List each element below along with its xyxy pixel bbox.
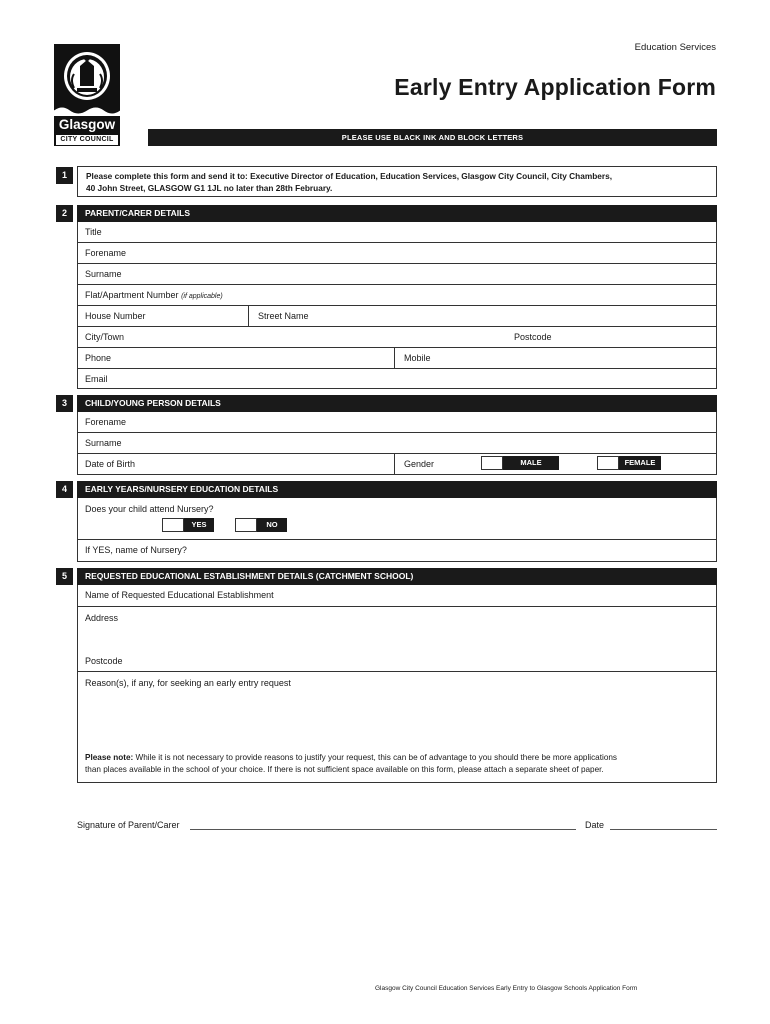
email-field[interactable] — [77, 369, 717, 389]
phone-label: Phone — [85, 353, 112, 363]
parent-surname-label: Surname — [85, 269, 122, 279]
section-5-number: 5 — [56, 568, 73, 585]
council-logo — [54, 44, 120, 146]
date-line[interactable] — [610, 829, 717, 830]
establishment-name-field[interactable] — [77, 585, 717, 607]
instructions-line-1: Please complete this form and send it to: Executive Director of Education, Education Services, Glasgow City Council, City Chambers, — [86, 171, 613, 181]
dob-label: Date of Birth — [85, 459, 136, 469]
logo-city-council: CITY COUNCIL — [56, 135, 118, 145]
child-forename-label: Forename — [85, 417, 127, 427]
street-name-label: Street Name — [258, 311, 309, 321]
signature-label: Signature of Parent/Carer — [77, 820, 180, 830]
female-checkbox[interactable] — [597, 456, 619, 470]
child-surname-label: Surname — [85, 438, 122, 448]
instruction-banner: PLEASE USE BLACK INK AND BLOCK LETTERS — [148, 129, 717, 146]
establishment-postcode-label: Postcode — [85, 656, 123, 666]
please-note — [85, 752, 713, 776]
date-label: Date — [585, 820, 605, 830]
section-4-number: 4 — [56, 481, 73, 498]
house-number-label: House Number — [85, 311, 146, 321]
flat-number-field[interactable] — [77, 285, 717, 306]
establishment-name-label: Name of Requested Educational Establishment — [85, 590, 274, 600]
nursery-name-field[interactable] — [77, 540, 717, 562]
section-2-number: 2 — [56, 205, 73, 222]
yes-checkbox[interactable] — [162, 518, 184, 532]
nursery-question-label: Does your child attend Nursery? — [85, 504, 214, 514]
page-footer: Glasgow City Council Education Services Early Entry to Glasgow Schools Application Form — [375, 985, 638, 992]
instructions-line-2: 40 John Street, GLASGOW G1 1JL no later than 28th February. — [86, 182, 333, 193]
section-2-heading: PARENT/CARER DETAILS — [77, 205, 717, 222]
house-street-divider — [248, 306, 249, 326]
female-label: FEMALE — [619, 456, 661, 470]
section-3-heading: CHILD/YOUNG PERSON DETAILS — [77, 395, 717, 412]
section-1-instructions — [77, 166, 717, 197]
dob-gender-divider — [394, 454, 395, 474]
crest-icon — [58, 48, 116, 104]
child-surname-field[interactable] — [77, 433, 717, 454]
no-checkbox[interactable] — [235, 518, 257, 532]
department-name: Education Services — [634, 42, 716, 53]
parent-forename-label: Forename — [85, 248, 127, 258]
note-line-1: While it is not necessary to provide reasons to justify your request, this can be of advantage to you should there be more applications — [133, 753, 618, 762]
form-title: Early Entry Application Form — [394, 74, 716, 100]
postcode-label: Postcode — [514, 332, 552, 342]
city-postcode-row[interactable] — [77, 327, 717, 348]
signature-line[interactable] — [190, 829, 576, 830]
parent-title-field[interactable] — [77, 222, 717, 243]
reasons-label: Reason(s), if any, for seeking an early entry request — [85, 678, 291, 688]
flat-number-label: Flat/Apartment Number — [85, 290, 179, 300]
male-checkbox[interactable] — [481, 456, 503, 470]
note-line-2: than places available in the school of your choice. If there is not sufficient space available on this form, please attach a separate sheet of paper. — [85, 765, 604, 774]
male-label: MALE — [503, 456, 559, 470]
section-3-number: 3 — [56, 395, 73, 412]
gender-label: Gender — [404, 459, 435, 469]
parent-forename-field[interactable] — [77, 243, 717, 264]
dob-gender-row — [77, 454, 717, 475]
phone-mobile-row — [77, 348, 717, 369]
section-5-heading: REQUESTED EDUCATIONAL ESTABLISHMENT DETAILS (CATCHMENT SCHOOL) — [77, 568, 717, 585]
mobile-label: Mobile — [404, 353, 431, 363]
parent-title-label: Title — [85, 227, 102, 237]
parent-surname-field[interactable] — [77, 264, 717, 285]
flat-note: (if applicable) — [181, 293, 223, 300]
nursery-question-row — [77, 498, 717, 540]
city-label: City/Town — [85, 332, 125, 342]
child-forename-field[interactable] — [77, 412, 717, 433]
nursery-name-label: If YES, name of Nursery? — [85, 545, 187, 555]
establishment-address-field[interactable] — [77, 607, 717, 672]
yes-label: YES — [184, 518, 214, 532]
reasons-field[interactable] — [77, 672, 717, 783]
section-4-heading: EARLY YEARS/NURSERY EDUCATION DETAILS — [77, 481, 717, 498]
address-label: Address — [85, 613, 119, 623]
note-label: Please note: — [85, 753, 134, 762]
email-label: Email — [85, 374, 108, 384]
logo-glasgow: Glasgow — [58, 117, 116, 132]
no-label: NO — [257, 518, 287, 532]
section-1-number: 1 — [56, 167, 73, 184]
phone-mobile-divider — [394, 348, 395, 368]
house-street-row — [77, 306, 717, 327]
wave-icon — [54, 104, 120, 116]
